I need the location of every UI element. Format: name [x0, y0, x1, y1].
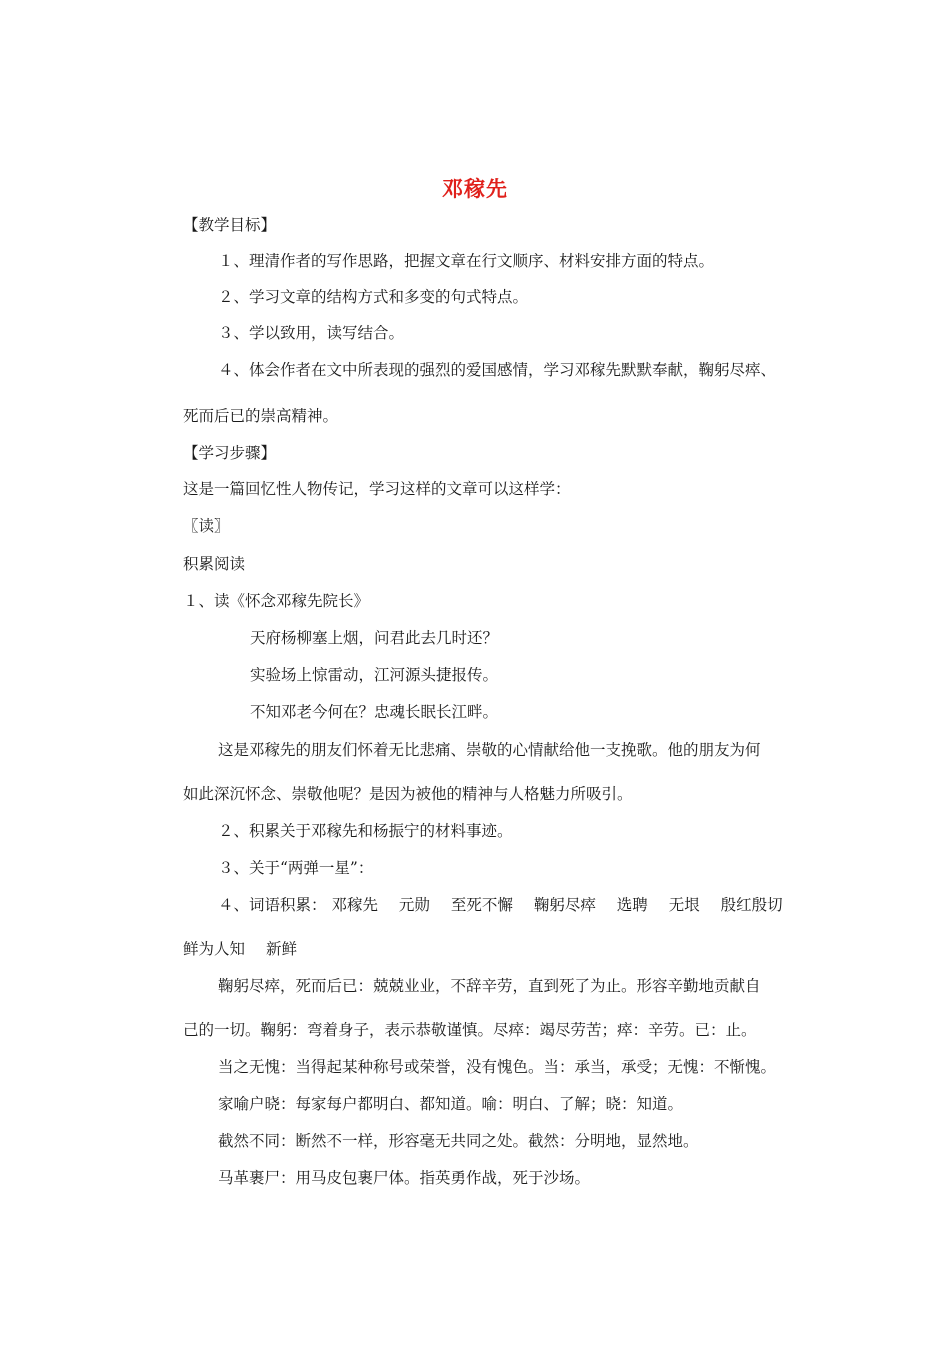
vocabulary-term: 邓稼先 — [331, 896, 378, 914]
poem-line: 天府杨柳塞上烟，问君此去几时还？ — [250, 629, 499, 647]
vocabulary-term: 鞠躬尽瘁 — [533, 896, 596, 914]
item-2: ２、积累关于邓稼先和杨振宁的材料事迹。 — [218, 822, 513, 840]
paragraph-line: 这是邓稼先的朋友们怀着无比悲痛、崇敬的心情献给他一支挽歌。他的朋友为何 — [218, 741, 761, 759]
definition-line: 家喻户晓：每家每户都明白、都知道。喻：明白、了解；晓：知道。 — [218, 1095, 684, 1113]
vocabulary-term: 殷红殷切 — [720, 896, 783, 914]
vocabulary-term: 鲜为人知 — [183, 940, 246, 958]
goals-heading: 【教学目标】 — [183, 216, 277, 234]
accumulate-heading: 积累阅读 — [183, 555, 246, 573]
poem-line: 不知邓老今何在？忠魂长眠长江畔。 — [250, 703, 499, 721]
vocabulary-label: ４、词语积累： — [218, 896, 327, 914]
vocabulary-term: 无垠 — [668, 896, 700, 914]
item-3: ３、关于“两弹一星”： — [218, 859, 374, 877]
read-heading: 〖读〗 — [183, 517, 230, 535]
definition-line: 当之无愧：当得起某种称号或荣誉，没有愧色。当：承当，承受；无愧：不惭愧。 — [218, 1058, 777, 1076]
vocabulary-term: 新鲜 — [265, 940, 297, 958]
goal-item-continued: 死而后已的崇高精神。 — [183, 407, 339, 425]
vocabulary-term: 选聘 — [616, 896, 648, 914]
definition-line: 己的一切。鞠躬：弯着身子，表示恭敬谨慎。尽瘁：竭尽劳苦；瘁：辛劳。已：止。 — [183, 1021, 757, 1039]
definition-line: 鞠躬尽瘁，死而后已：兢兢业业，不辞辛劳，直到死了为止。形容辛勤地贡献自 — [218, 977, 761, 995]
intro-text: 这是一篇回忆性人物传记，学习这样的文章可以这样学： — [183, 480, 571, 498]
definition-line: 截然不同：断然不一样，形容毫无共同之处。截然：分明地，显然地。 — [218, 1132, 699, 1150]
document-title: 邓稼先 — [442, 177, 508, 201]
vocabulary-term: 至死不懈 — [450, 896, 513, 914]
goal-item: ４、体会作者在文中所表现的强烈的爱国感情，学习邓稼先默默奉献，鞠躬尽瘁、 — [218, 361, 777, 379]
definition-line: 马革裹尸：用马皮包裹尸体。指英勇作战，死于沙场。 — [218, 1169, 591, 1187]
vocabulary-line — [218, 894, 783, 916]
goal-item: １、理清作者的写作思路，把握文章在行文顺序、材料安排方面的特点。 — [218, 252, 715, 270]
paragraph-line: 如此深沉怀念、崇敬他呢？是因为被他的精神与人格魅力所吸引。 — [183, 785, 633, 803]
item-1: １、读《怀念邓稼先院长》 — [183, 592, 370, 610]
vocabulary-line — [183, 938, 297, 960]
goal-item: ２、学习文章的结构方式和多变的句式特点。 — [218, 288, 529, 306]
goal-item: ３、学以致用，读写结合。 — [218, 324, 405, 342]
steps-heading: 【学习步骤】 — [183, 444, 277, 462]
vocabulary-term: 元勋 — [398, 896, 430, 914]
poem-line: 实验场上惊雷动，江河源头捷报传。 — [250, 666, 499, 684]
